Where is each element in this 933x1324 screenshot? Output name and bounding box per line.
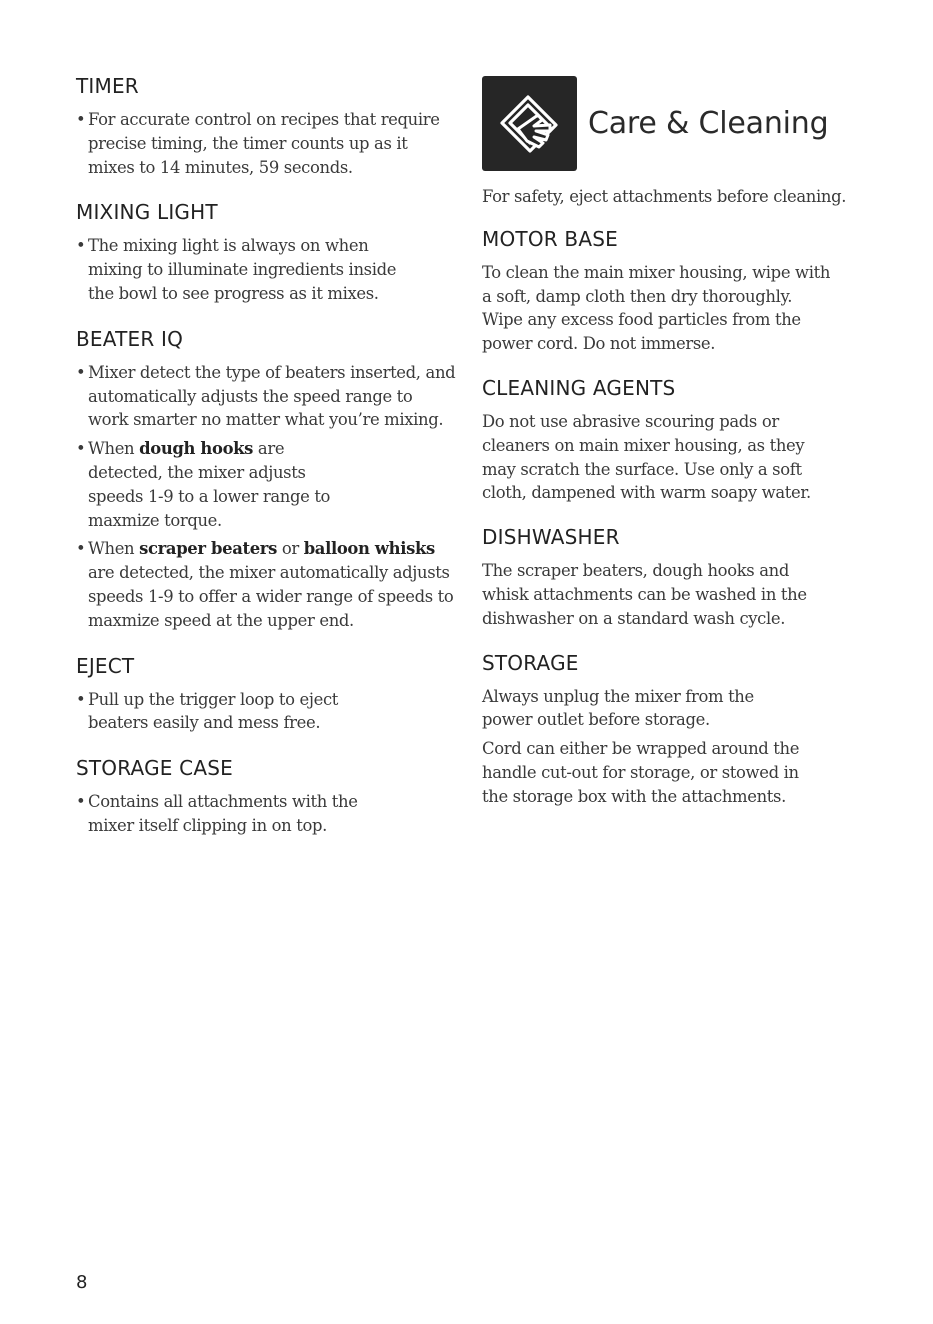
list-item: • For accurate control on recipes that require precise timing, the timer counts up as it mixes to 14 minutes, 59 seconds.: [76, 108, 443, 179]
right-column: [482, 74, 902, 829]
list-item: [76, 537, 456, 632]
bullet-text: or: [276, 539, 304, 559]
scraper-beaters-term: scraper beaters: [139, 539, 277, 559]
motor-base-section: [482, 227, 902, 356]
list-item: • Mixer detect the type of beaters inserted, and automatically adjusts the speed range to work smarter no matter what you’re mixing.: [76, 361, 456, 432]
dishwasher-heading: DISHWASHER: [482, 525, 620, 550]
timer-section: [76, 74, 456, 179]
timer-list: [76, 108, 456, 179]
storage-case-section: [76, 756, 456, 838]
motor-base-heading: MOTOR BASE: [482, 226, 618, 251]
motor-base-text: To clean the main mixer housing, wipe with a soft, damp cloth then dry thoroughly. Wipe any excess food particles from the power cord. Do not immerse.: [482, 262, 831, 354]
list-item: • Pull up the trigger loop to eject beaters easily and mess free.: [76, 688, 358, 736]
balloon-whisks-term: balloon whisks: [303, 539, 435, 559]
list-item: • The mixing light is always on when mixing to illuminate ingredients inside the bowl to see progress as it mixes.: [76, 234, 413, 305]
bullet-text: are detected, the mixer automatically adjusts speeds 1-9 to offer a wider range of speeds to maxmize speed at the upper end.: [88, 563, 454, 630]
intro-text: For safety, eject attachments before cleaning.: [482, 187, 847, 206]
dishwasher-text: The scraper beaters, dough hooks and whisk attachments can be washed in the dishwasher on a standard wash cycle.: [482, 561, 807, 628]
storage-heading: STORAGE: [482, 650, 579, 675]
cleaning-agents-section: [482, 376, 902, 505]
hand-wiping-icon: [482, 76, 577, 171]
beater-iq-list: [76, 361, 456, 633]
bullet-text: When: [88, 539, 140, 559]
storage-text: Always unplug the mixer from the power outlet before storage.: [482, 686, 754, 730]
list-item: • Contains all attachments with the mixer itself clipping in on top.: [76, 790, 373, 838]
bullet-text: are detected, the mixer adjusts speeds 1-9 to a lower range to maxmize torque.: [88, 439, 331, 530]
left-column: [76, 74, 456, 859]
timer-heading: TIMER: [76, 74, 139, 98]
list-item: [76, 437, 363, 532]
dough-hooks-term: dough hooks: [139, 439, 254, 459]
beater-iq-section: [76, 327, 456, 633]
storage-case-list: [76, 790, 456, 838]
care-header: [482, 75, 902, 171]
eject-section: [76, 654, 456, 736]
page-title: Care & Cleaning: [588, 105, 829, 141]
beater-iq-heading: BEATER IQ: [76, 326, 184, 351]
eject-heading: EJECT: [76, 653, 135, 678]
dishwasher-section: [482, 525, 902, 630]
storage-case-heading: STORAGE CASE: [76, 756, 233, 781]
mixing-light-list: [76, 234, 456, 305]
bullet-text: When: [88, 439, 140, 459]
storage-section: [482, 651, 902, 809]
storage-text: Cord can either be wrapped around the handle cut-out for storage, or stowed in the storage box with the attachments.: [482, 739, 800, 806]
cleaning-agents-text: Do not use abrasive scouring pads or cleaners on main mixer housing, as they may scratch the surface. Use only a soft cloth, dampened with warm soapy water.: [482, 411, 811, 503]
mixing-light-section: [76, 200, 456, 305]
eject-list: [76, 688, 456, 736]
mixing-light-heading: MIXING LIGHT: [76, 200, 218, 225]
cleaning-agents-heading: CLEANING AGENTS: [482, 375, 676, 400]
page-number: 8: [76, 1272, 88, 1293]
